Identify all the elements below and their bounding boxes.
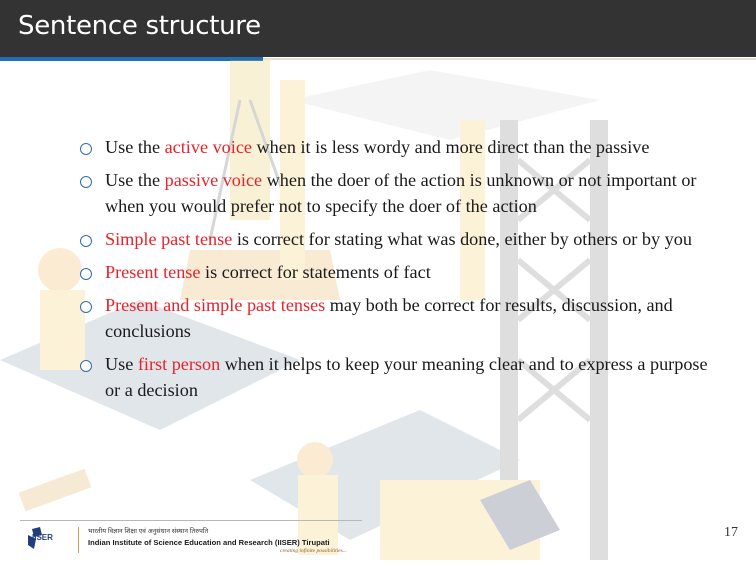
circle-bullet-icon: [80, 268, 92, 280]
bullet-item: Present tense is correct for statements of fact: [78, 259, 718, 285]
title-bar: [0, 0, 756, 57]
institute-name-hindi: भारतीय विज्ञान शिक्षा एवं अनुसंधान संस्थान तिरुपति: [88, 528, 209, 535]
highlighted-term: first person: [137, 354, 221, 374]
slide-title: Sentence structure: [18, 11, 261, 41]
page-number: 17: [724, 525, 738, 540]
circle-bullet-icon: [80, 360, 92, 372]
bullet-item: Simple past tense is correct for stating what was done, either by others or by you: [78, 226, 718, 252]
institute-name: Indian Institute of Science Education and Research (IISER) Tirupati: [88, 538, 330, 547]
worker-bottom-head: [297, 442, 333, 478]
highlighted-term: Simple past tense: [105, 229, 233, 249]
highlighted-term: Present and simple past tenses: [105, 295, 326, 315]
circle-bullet-icon: [80, 235, 92, 247]
footer-divider: [20, 520, 362, 521]
highlighted-term: passive voice: [164, 170, 263, 190]
highlighted-term: active voice: [164, 137, 252, 157]
bullet-item: Use first person when it helps to keep your meaning clear and to express a purpose or a decision: [78, 351, 718, 403]
bullet-item: Present and simple past tenses may both be correct for results, discussion, and conclusions: [78, 292, 718, 344]
institute-tagline: creating infinite possibilities...: [280, 548, 347, 554]
pipe-bundle: [290, 70, 600, 140]
circle-bullet-icon: [80, 301, 92, 313]
bullet-item: Use the active voice when it is less wordy and more direct than the passive: [78, 134, 718, 160]
highlighted-term: Present tense: [105, 262, 201, 282]
logo-wordmark: IISER: [32, 533, 53, 542]
circle-bullet-icon: [80, 176, 92, 188]
worker-plank: [19, 469, 92, 512]
footer-logo-separator: [78, 527, 79, 553]
bullet-item: Use the passive voice when the doer of the action is unknown or not important or when you would prefer not to specify the doer of the action: [78, 167, 718, 219]
bullet-list: [78, 134, 718, 410]
circle-bullet-icon: [80, 143, 92, 155]
worker-left-head: [38, 248, 82, 292]
